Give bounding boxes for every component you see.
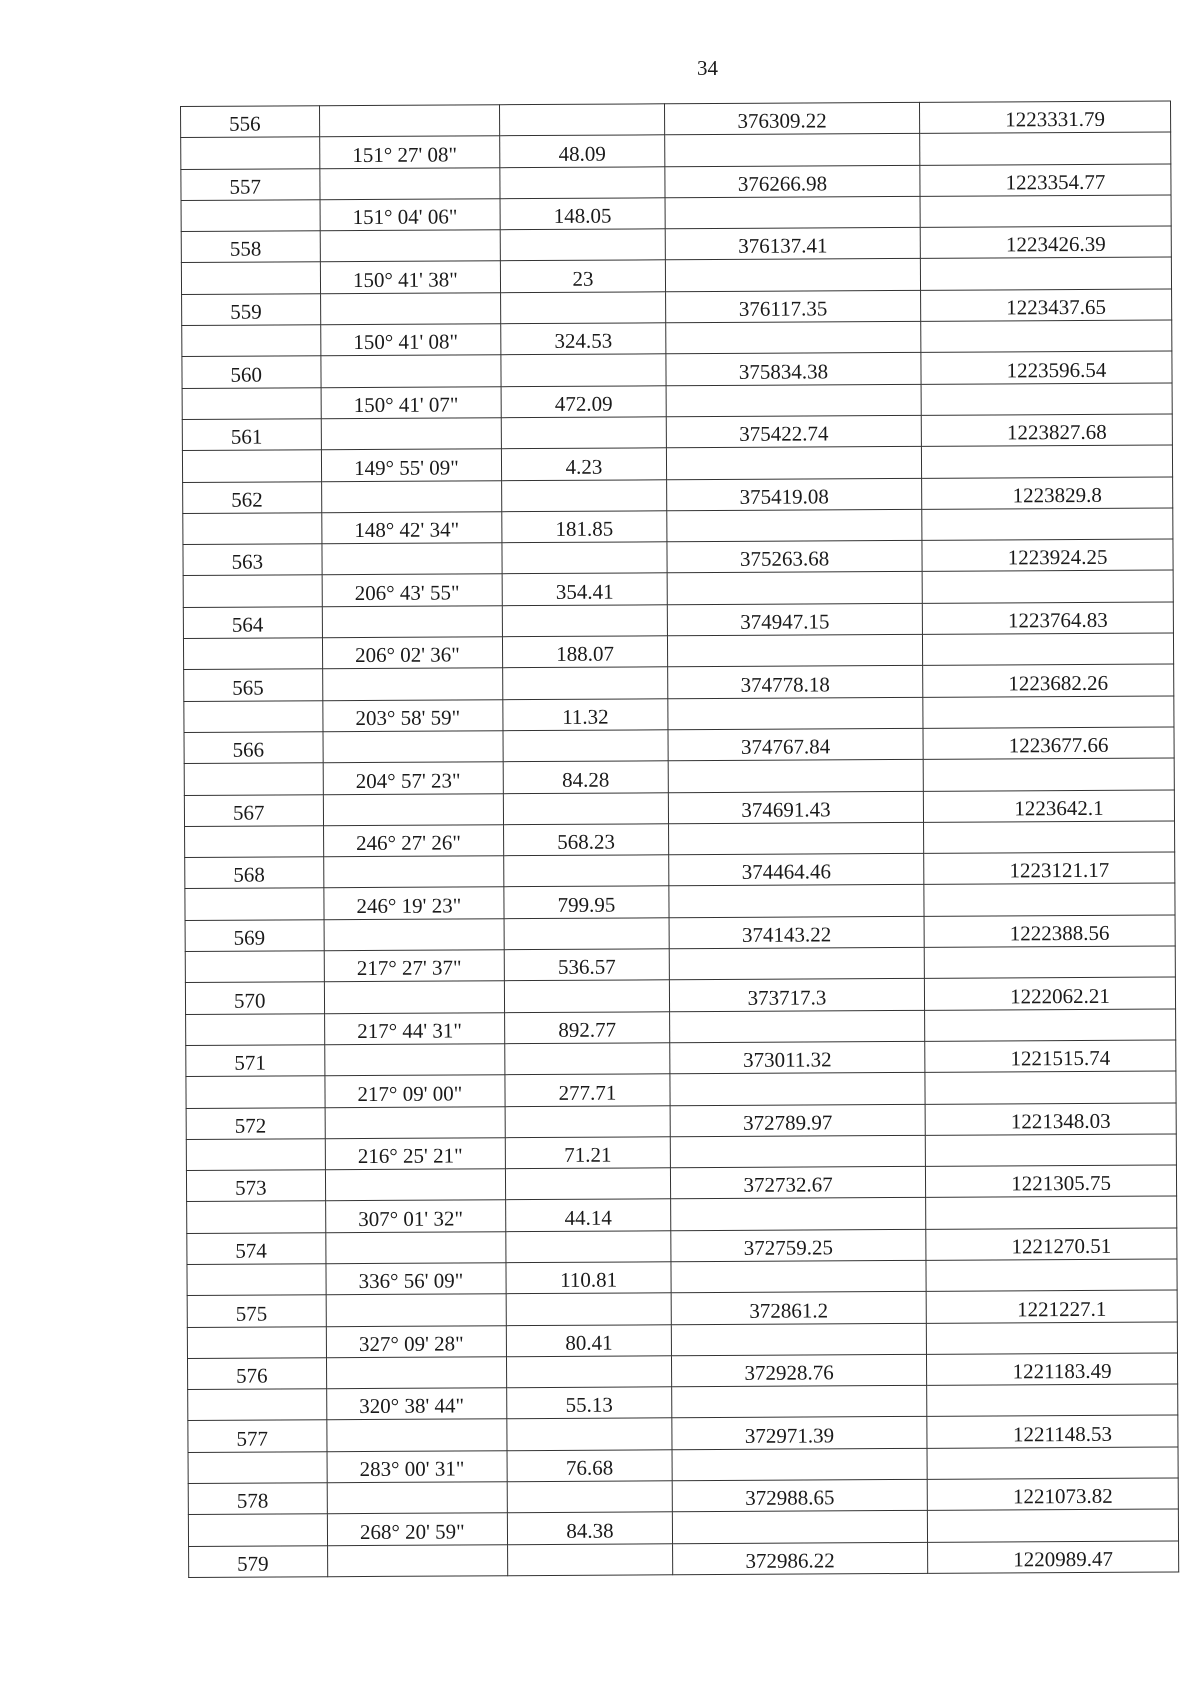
northing-cell: 374464.46 (669, 853, 924, 886)
empty-cell (503, 792, 668, 824)
bearing-cell: 204° 57' 23" (323, 762, 503, 794)
empty-cell (926, 1259, 1177, 1292)
empty-cell (670, 1010, 925, 1043)
table-row (181, 226, 1171, 263)
empty-cell (182, 387, 321, 419)
empty-cell (926, 1196, 1177, 1229)
empty-cell (925, 1009, 1176, 1042)
empty-cell (326, 1294, 506, 1326)
survey-table-container (180, 100, 1178, 1577)
empty-cell (185, 888, 324, 920)
empty-cell (324, 918, 504, 950)
table-row (182, 414, 1172, 451)
empty-cell (920, 132, 1171, 165)
easting-cell: 1223121.17 (924, 852, 1175, 885)
bearing-cell: 217° 27' 37" (324, 950, 504, 982)
table-row (186, 1102, 1176, 1139)
table-row (187, 1290, 1177, 1327)
empty-cell (187, 1326, 326, 1358)
bearing-cell: 150° 41' 07" (321, 386, 501, 418)
empty-cell (183, 513, 322, 545)
empty-cell (922, 570, 1173, 603)
bearing-cell: 217° 44' 31" (325, 1012, 505, 1044)
distance-cell: 568.23 (504, 824, 669, 856)
bearing-cell: 268° 20' 59" (327, 1513, 507, 1545)
empty-cell (665, 196, 920, 229)
empty-cell (504, 855, 669, 887)
empty-cell (321, 355, 501, 387)
northing-cell: 372928.76 (671, 1354, 926, 1387)
distance-cell: 71.21 (505, 1137, 670, 1169)
bearing-cell: 206° 43' 55" (322, 574, 502, 606)
table-row (184, 664, 1174, 701)
distance-cell: 44.14 (506, 1199, 671, 1231)
empty-cell (321, 292, 501, 324)
point-id-cell: 563 (183, 544, 322, 576)
northing-cell: 374778.18 (668, 666, 923, 699)
distance-cell: 472.09 (501, 385, 666, 417)
page-number: 34 (697, 56, 718, 80)
empty-cell (927, 1447, 1178, 1480)
easting-cell: 1221148.53 (927, 1415, 1178, 1448)
empty-cell (924, 821, 1175, 854)
bearing-cell: 150° 41' 08" (321, 324, 501, 356)
easting-cell: 1223827.68 (921, 414, 1172, 447)
empty-cell (505, 1105, 670, 1137)
empty-cell (186, 1139, 325, 1171)
northing-cell: 375422.74 (666, 415, 921, 448)
empty-cell (320, 230, 500, 262)
empty-cell (672, 1511, 927, 1544)
empty-cell (322, 543, 502, 575)
empty-cell (184, 763, 323, 795)
empty-cell (187, 1264, 326, 1296)
distance-cell: 324.53 (501, 323, 666, 355)
empty-cell (504, 918, 669, 950)
point-id-cell: 572 (186, 1107, 325, 1139)
empty-cell (181, 137, 320, 169)
northing-cell: 372759.25 (671, 1229, 926, 1262)
distance-cell: 11.32 (503, 698, 668, 730)
bearing-cell: 149° 55' 09" (321, 449, 501, 481)
empty-cell (925, 1134, 1176, 1167)
northing-cell: 375263.68 (667, 541, 922, 574)
bearing-cell: 307° 01' 32" (326, 1200, 506, 1232)
survey-table (180, 100, 1179, 1577)
empty-cell (325, 1106, 505, 1138)
point-id-cell: 577 (188, 1420, 327, 1452)
empty-cell (670, 1135, 925, 1168)
empty-cell (327, 1419, 507, 1451)
point-id-cell: 564 (183, 606, 322, 638)
empty-cell (188, 1514, 327, 1546)
bearing-cell: 327° 09' 28" (326, 1325, 506, 1357)
empty-cell (325, 1044, 505, 1076)
easting-cell: 1223682.26 (923, 664, 1174, 697)
bearing-cell: 151° 27' 08" (320, 136, 500, 168)
empty-cell (666, 384, 921, 417)
table-row (186, 1040, 1176, 1077)
bearing-cell: 246° 27' 26" (324, 825, 504, 857)
distance-cell: 799.95 (504, 886, 669, 918)
point-id-cell: 579 (189, 1545, 328, 1577)
empty-cell (326, 1231, 506, 1263)
empty-cell (321, 418, 501, 450)
table-row (182, 289, 1172, 326)
bearing-cell: 320° 38' 44" (327, 1388, 507, 1420)
empty-cell (506, 1356, 671, 1388)
table-row (185, 977, 1175, 1014)
distance-cell: 76.68 (507, 1450, 672, 1482)
distance-cell: 188.07 (502, 636, 667, 668)
easting-cell: 1223437.65 (921, 289, 1172, 322)
point-id-cell: 576 (187, 1358, 326, 1390)
distance-cell: 4.23 (501, 448, 666, 480)
empty-cell (921, 320, 1172, 353)
empty-cell (503, 730, 668, 762)
empty-cell (185, 826, 324, 858)
empty-cell (670, 1073, 925, 1106)
point-id-cell: 570 (185, 982, 324, 1014)
empty-cell (320, 167, 500, 199)
point-id-cell: 567 (184, 794, 323, 826)
empty-cell (501, 292, 666, 324)
distance-cell: 892.77 (505, 1011, 670, 1043)
empty-cell (927, 1509, 1178, 1542)
point-id-cell: 560 (182, 356, 321, 388)
bearing-cell: 246° 19' 23" (324, 887, 504, 919)
table-row (184, 789, 1174, 826)
empty-cell (672, 1448, 927, 1481)
point-id-cell: 559 (182, 293, 321, 325)
empty-cell (323, 731, 503, 763)
bearing-cell: 336° 56' 09" (326, 1263, 506, 1295)
empty-cell (500, 229, 665, 261)
easting-cell: 1221348.03 (925, 1102, 1176, 1135)
empty-cell (323, 668, 503, 700)
northing-cell: 374691.43 (668, 791, 923, 824)
bearing-cell: 217° 09' 00" (325, 1075, 505, 1107)
empty-cell (502, 479, 667, 511)
bearing-cell: 151° 04' 06" (320, 199, 500, 231)
empty-cell (505, 1168, 670, 1200)
distance-cell: 84.38 (507, 1512, 672, 1544)
northing-cell: 376117.35 (666, 290, 921, 323)
northing-cell: 376309.22 (664, 102, 919, 135)
distance-cell: 55.13 (507, 1387, 672, 1419)
northing-cell: 373717.3 (669, 979, 924, 1012)
empty-cell (503, 667, 668, 699)
empty-cell (667, 572, 922, 605)
northing-cell: 372789.97 (670, 1104, 925, 1137)
northing-cell: 372986.22 (673, 1542, 928, 1575)
easting-cell: 1221305.75 (925, 1165, 1176, 1198)
northing-cell: 372971.39 (672, 1417, 927, 1450)
empty-cell (671, 1323, 926, 1356)
point-id-cell: 569 (185, 919, 324, 951)
easting-cell: 1223677.66 (923, 727, 1174, 760)
empty-cell (671, 1198, 926, 1231)
empty-cell (182, 450, 321, 482)
easting-cell: 1222388.56 (924, 915, 1175, 948)
easting-cell: 1223642.1 (923, 789, 1174, 822)
empty-cell (182, 325, 321, 357)
empty-cell (921, 383, 1172, 416)
empty-cell (323, 793, 503, 825)
distance-cell: 48.09 (500, 135, 665, 167)
easting-cell: 1221183.49 (926, 1353, 1177, 1386)
point-id-cell: 571 (186, 1045, 325, 1077)
empty-cell (322, 480, 502, 512)
table-row (185, 915, 1175, 952)
point-id-cell: 566 (184, 732, 323, 764)
empty-cell (922, 633, 1173, 666)
northing-cell: 372732.67 (670, 1166, 925, 1199)
easting-cell: 1223331.79 (919, 101, 1170, 134)
bearing-cell: 216° 25' 21" (325, 1137, 505, 1169)
table-row (181, 101, 1171, 138)
empty-cell (184, 700, 323, 732)
empty-cell (181, 262, 320, 294)
easting-cell: 1223354.77 (920, 164, 1171, 197)
bearing-cell: 283° 00' 31" (327, 1450, 507, 1482)
northing-cell: 372988.65 (672, 1479, 927, 1512)
distance-cell: 354.41 (502, 573, 667, 605)
table-row (183, 477, 1173, 514)
empty-cell (188, 1389, 327, 1421)
easting-cell: 1221073.82 (927, 1478, 1178, 1511)
easting-cell: 1221270.51 (926, 1228, 1177, 1261)
table-row (183, 602, 1173, 639)
easting-cell: 1223596.54 (921, 351, 1172, 384)
empty-cell (922, 508, 1173, 541)
empty-cell (320, 105, 500, 137)
distance-cell: 181.85 (502, 511, 667, 543)
distance-cell: 110.81 (506, 1262, 671, 1294)
empty-cell (668, 760, 923, 793)
northing-cell: 374767.84 (668, 728, 923, 761)
empty-cell (920, 195, 1171, 228)
table-row (187, 1353, 1177, 1390)
empty-cell (504, 980, 669, 1012)
northing-cell: 375834.38 (666, 353, 921, 386)
distance-cell: 536.57 (504, 949, 669, 981)
empty-cell (188, 1451, 327, 1483)
table-row (187, 1228, 1177, 1265)
empty-cell (669, 885, 924, 918)
table-row (183, 539, 1173, 576)
empty-cell (669, 822, 924, 855)
bearing-cell: 203° 58' 59" (323, 699, 503, 731)
empty-cell (667, 634, 922, 667)
northing-cell: 374947.15 (667, 603, 922, 636)
empty-cell (924, 883, 1175, 916)
empty-cell (505, 1043, 670, 1075)
bearing-cell: 150° 41' 38" (320, 261, 500, 293)
empty-cell (502, 605, 667, 637)
empty-cell (501, 417, 666, 449)
empty-cell (667, 509, 922, 542)
table-row (184, 727, 1174, 764)
empty-cell (502, 542, 667, 574)
empty-cell (186, 1076, 325, 1108)
easting-cell: 1223829.8 (922, 477, 1173, 510)
easting-cell: 1223764.83 (922, 602, 1173, 635)
empty-cell (665, 134, 920, 167)
point-id-cell: 558 (181, 231, 320, 263)
easting-cell: 1223924.25 (922, 539, 1173, 572)
point-id-cell: 578 (188, 1483, 327, 1515)
empty-cell (187, 1201, 326, 1233)
distance-cell: 80.41 (506, 1324, 671, 1356)
point-id-cell: 556 (181, 106, 320, 138)
empty-cell (926, 1322, 1177, 1355)
empty-cell (671, 1260, 926, 1293)
empty-cell (920, 257, 1171, 290)
point-id-cell: 557 (181, 168, 320, 200)
table-row (182, 351, 1172, 388)
distance-cell: 84.28 (503, 761, 668, 793)
point-id-cell: 573 (186, 1170, 325, 1202)
point-id-cell: 565 (184, 669, 323, 701)
easting-cell: 1222062.21 (924, 977, 1175, 1010)
empty-cell (185, 951, 324, 983)
northing-cell: 374143.22 (669, 916, 924, 949)
empty-cell (927, 1384, 1178, 1417)
empty-cell (668, 697, 923, 730)
empty-cell (324, 981, 504, 1013)
empty-cell (328, 1544, 508, 1576)
table-row (189, 1541, 1179, 1578)
empty-cell (181, 200, 320, 232)
point-id-cell: 568 (185, 857, 324, 889)
easting-cell: 1223426.39 (920, 226, 1171, 259)
empty-cell (665, 259, 920, 292)
point-id-cell: 562 (183, 481, 322, 513)
empty-cell (324, 856, 504, 888)
distance-cell: 148.05 (500, 198, 665, 230)
empty-cell (923, 758, 1174, 791)
easting-cell: 1220989.47 (928, 1541, 1179, 1574)
empty-cell (506, 1293, 671, 1325)
empty-cell (925, 1071, 1176, 1104)
northing-cell: 373011.32 (670, 1041, 925, 1074)
northing-cell: 376137.41 (665, 228, 920, 261)
table-row (181, 164, 1171, 201)
empty-cell (666, 321, 921, 354)
point-id-cell: 561 (182, 419, 321, 451)
distance-cell: 23 (500, 260, 665, 292)
empty-cell (322, 605, 502, 637)
easting-cell: 1221515.74 (925, 1040, 1176, 1073)
page-number-container (0, 56, 1200, 81)
table-row (188, 1478, 1178, 1515)
empty-cell (326, 1357, 506, 1389)
easting-cell: 1221227.1 (926, 1290, 1177, 1323)
northing-cell: 376266.98 (665, 165, 920, 198)
empty-cell (669, 947, 924, 980)
empty-cell (186, 1013, 325, 1045)
survey-table-body (181, 101, 1179, 1577)
empty-cell (666, 447, 921, 480)
empty-cell (327, 1482, 507, 1514)
empty-cell (923, 696, 1174, 729)
empty-cell (507, 1418, 672, 1450)
empty-cell (507, 1481, 672, 1513)
point-id-cell: 574 (187, 1232, 326, 1264)
empty-cell (499, 104, 664, 136)
northing-cell: 372861.2 (671, 1292, 926, 1325)
empty-cell (500, 166, 665, 198)
table-row (188, 1415, 1178, 1452)
empty-cell (501, 354, 666, 386)
empty-cell (183, 638, 322, 670)
bearing-cell: 206° 02' 36" (322, 637, 502, 669)
empty-cell (325, 1169, 505, 1201)
distance-cell: 277.71 (505, 1074, 670, 1106)
empty-cell (672, 1386, 927, 1419)
bearing-cell: 148° 42' 34" (322, 512, 502, 544)
empty-cell (921, 445, 1172, 478)
empty-cell (183, 575, 322, 607)
northing-cell: 375419.08 (667, 478, 922, 511)
empty-cell (924, 946, 1175, 979)
empty-cell (508, 1543, 673, 1575)
table-row (186, 1165, 1176, 1202)
empty-cell (506, 1230, 671, 1262)
point-id-cell: 575 (187, 1295, 326, 1327)
table-row (185, 852, 1175, 889)
